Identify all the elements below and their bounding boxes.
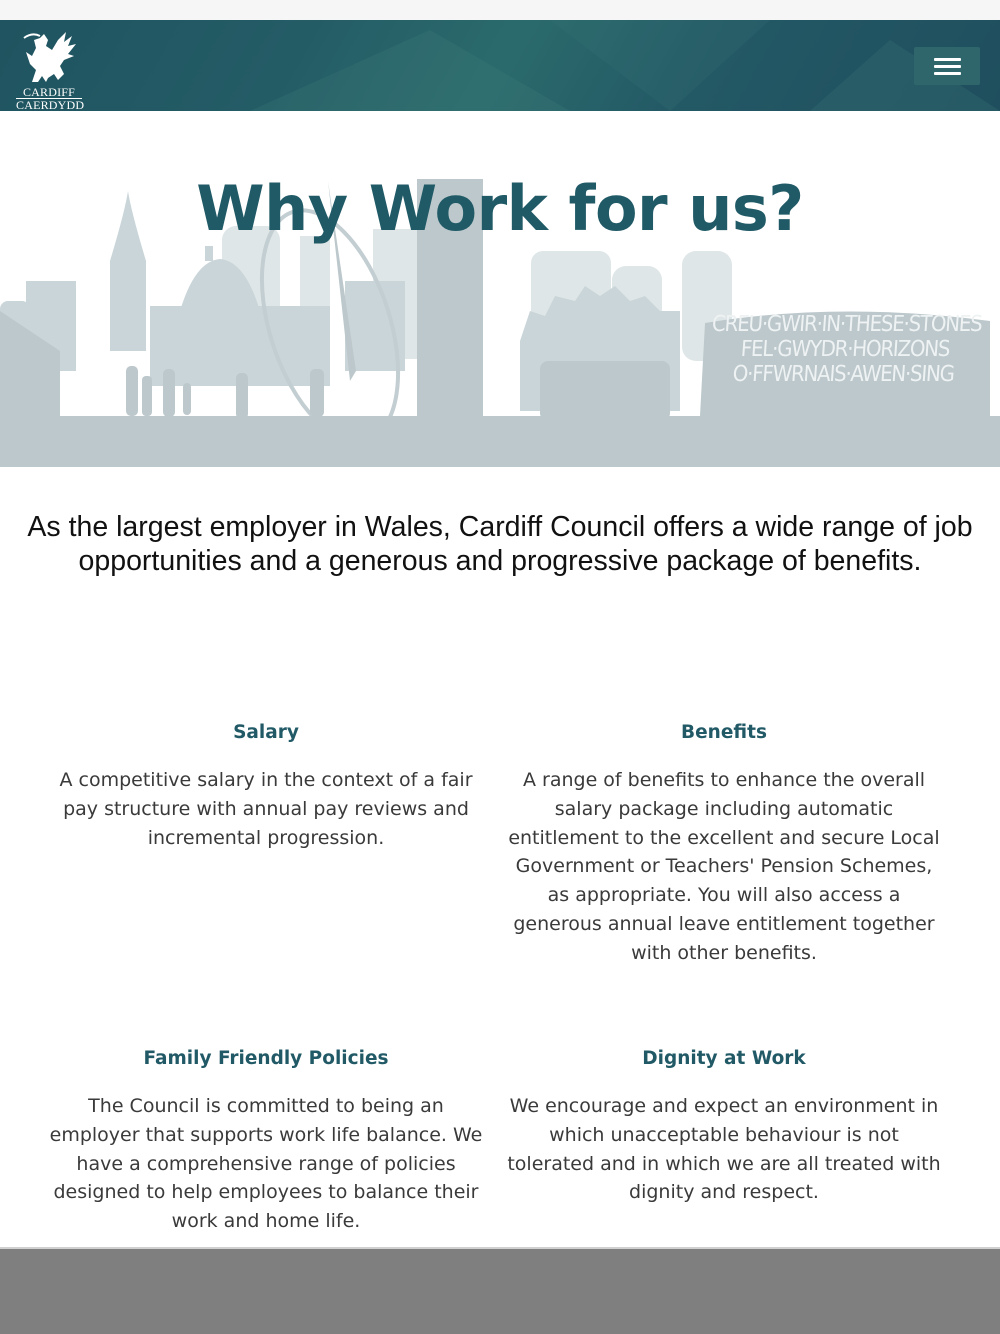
logo-text-welsh: CAERDYDD bbox=[16, 98, 85, 111]
cardiff-skyline-illustration bbox=[0, 111, 1000, 467]
inscription-line: FEL·GWYDR·HORIZONS bbox=[739, 337, 951, 362]
section-dignity-at-work bbox=[504, 1047, 944, 1207]
monument-inscription bbox=[697, 312, 992, 387]
intro-text: As the largest employer in Wales, Cardiff Council offers a wide range of job opportunities and a generous and progressive package of benefits. bbox=[27, 511, 973, 577]
section-title: Salary bbox=[233, 722, 299, 743]
section-body: We encourage and expect an environment in which unacceptable behaviour is not tolerated and in which we are all treated with dignity and respect. bbox=[507, 1095, 941, 1204]
inscription-line: CREU·GWIR·IN·THESE·STONES bbox=[711, 312, 983, 337]
section-title: Family Friendly Policies bbox=[143, 1048, 389, 1069]
header-background-pattern bbox=[250, 20, 1000, 111]
bottom-overlay bbox=[0, 1247, 1000, 1334]
browser-top-strip bbox=[0, 0, 1000, 20]
section-family-friendly-policies bbox=[46, 1047, 486, 1236]
cardiff-council-logo[interactable] bbox=[14, 30, 84, 110]
section-title: Benefits bbox=[681, 722, 767, 743]
hero-banner bbox=[0, 111, 1000, 467]
section-body: The Council is committed to being an employer that supports work life balance. We have a comprehensive range of policies designed to help employees to balance their work and home life. bbox=[49, 1095, 483, 1233]
section-salary bbox=[46, 721, 486, 852]
page-title: Why Work for us? bbox=[196, 172, 804, 245]
logo-text-english: CARDIFF bbox=[22, 85, 76, 99]
section-body: A range of benefits to enhance the overall salary package including automatic entitlement to the excellent and secure Local Government or Teachers' Pension Schemes, as appropriate. You will also access a generous annual leave entitlement together with other benefits. bbox=[508, 769, 940, 964]
hamburger-menu-icon-bar bbox=[934, 72, 961, 75]
inscription-line: O·FFWRNAIS·AWEN·SING bbox=[731, 362, 955, 387]
hamburger-menu-icon bbox=[934, 58, 961, 61]
dragon-icon bbox=[18, 30, 80, 86]
section-title: Dignity at Work bbox=[642, 1048, 806, 1069]
section-body: A competitive salary in the context of a fair pay structure with annual pay reviews and incremental progression. bbox=[59, 769, 473, 849]
hamburger-menu-button[interactable] bbox=[914, 47, 980, 85]
section-benefits bbox=[504, 721, 944, 968]
hamburger-menu-icon-bar bbox=[934, 65, 961, 68]
site-header bbox=[0, 20, 1000, 111]
